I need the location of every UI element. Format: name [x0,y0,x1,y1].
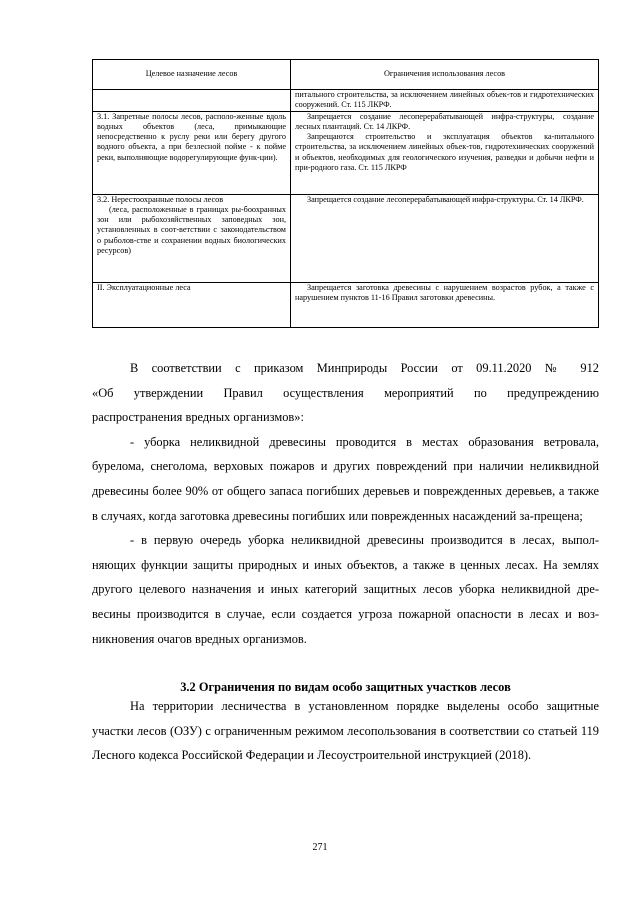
row1-purpose [93,111,291,194]
row3-restrictions [291,282,599,327]
row0-restrictions [291,90,599,112]
row3-restriction-text: Запрещается заготовка древесины с нарушением возрастов рубок, а также с нарушением пунктов 11-16 Правил заготовки древесины. [295,282,594,302]
row2-purpose-text: (леса, расположенные в границах ры-боохранных зон или рыбохозяйственных заповедных зон, установленных в соот-ветствии с законодательством о рыболов-стве и сохранении водных биологических ресурсов) [97,204,286,256]
row1-purpose-text: 3.1. Запретные полосы лесов, располо-женные вдоль водных объектов (леса, примыкающие непосредственно к руслу реки или берегу другого водного объекта, а при безлесной пойме - к пойме реки, выполняющие водорегулирующие функ-ции). [97,111,286,162]
row3-purpose [93,282,291,327]
section-heading: 3.2 Ограничения по видам особо защитных участков лесов [180,680,511,694]
header-restrictions: Ограничения использования лесов [291,60,599,90]
order-line-2: «Об утверждении Правил осуществления мероприятий по предупреждению [92,385,599,400]
row1-restriction-text-1: Запрещается создание лесоперерабатывающей инфра-структуры, создание лесных плантаций. Ст. 14 ЛКРФ. [295,111,594,131]
table-row [93,194,599,282]
row2-purpose [93,194,291,282]
forest-restrictions-table [92,59,599,328]
order-line-1: В соответствии с приказом Минприроды России от 09.11.2020 № 912 [130,361,599,375]
table-row [93,111,599,194]
row2-purpose-title: 3.2. Нерестоохранные полосы лесов [97,194,224,204]
row2-restrictions [291,194,599,282]
ozu-paragraph: На территории лесничества в установленном порядке выделены особо защитные участки лесов (ОЗУ) с ограниченным режимом лесопользования в соответствии со статьей 119 Лесного кодекса Российской Федерации и Лесоустроительной инструкцией (2018). [92,699,599,763]
cleanup-paragraph: - уборка неликвидной древесины проводится в местах образования ветровала, бурелома, снеголома, верховых пожаров и других повреждений при наличии неликвидной древесины более 90% от общего запаса погибших деревьев и поврежденных деревьев, а также в случаях, когда заготовка древесины погибших или поврежденных насаждений за-прещена; [92,434,599,523]
ozu-paragraph-block [92,694,599,768]
row2-restriction-text: Запрещается создание лесоперерабатывающей инфра-структуры. Ст. 14 ЛКРФ. [307,194,584,204]
row0-restriction-text: питального строительства, за исключением линейных объек-тов и гидротехнических сооружений. Ст. 115 ЛКРФ. [295,90,594,110]
table-row [93,90,599,112]
table-row [93,282,599,327]
row1-restrictions [291,111,599,194]
header-purpose: Целевое назначение лесов [93,60,291,90]
order-line-3: распространения вредных организмов»: [92,410,304,425]
order-paragraph [92,356,599,651]
priority-paragraph: - в первую очередь уборка неликвидной древесины производится в лесах, выпол-няющих функции защиты природных и иных объектов, а также в ценных лесах. На землях другого целевого назначения и иных категорий защитных лесов уборка неликвидной дре-весины производится в случае, если создается угроза пожарной опасности в лесах и воз-никновения очагов вредных организмов. [92,533,599,646]
table-header-row [93,60,599,90]
row0-purpose [93,90,291,112]
row1-restriction-text-2: Запрещаются строительство и эксплуатация объектов ка-питального строительства, за исключением линейных объек-тов, гидротехнических сооружений и объектов, необходимых для геологического изучения, разведки и добычи нефти и при-родного газа. Ст. 115 ЛКРФ [295,132,594,173]
row3-purpose-text: II. Эксплуатационные леса [97,282,191,292]
page-number: 271 [312,842,328,853]
